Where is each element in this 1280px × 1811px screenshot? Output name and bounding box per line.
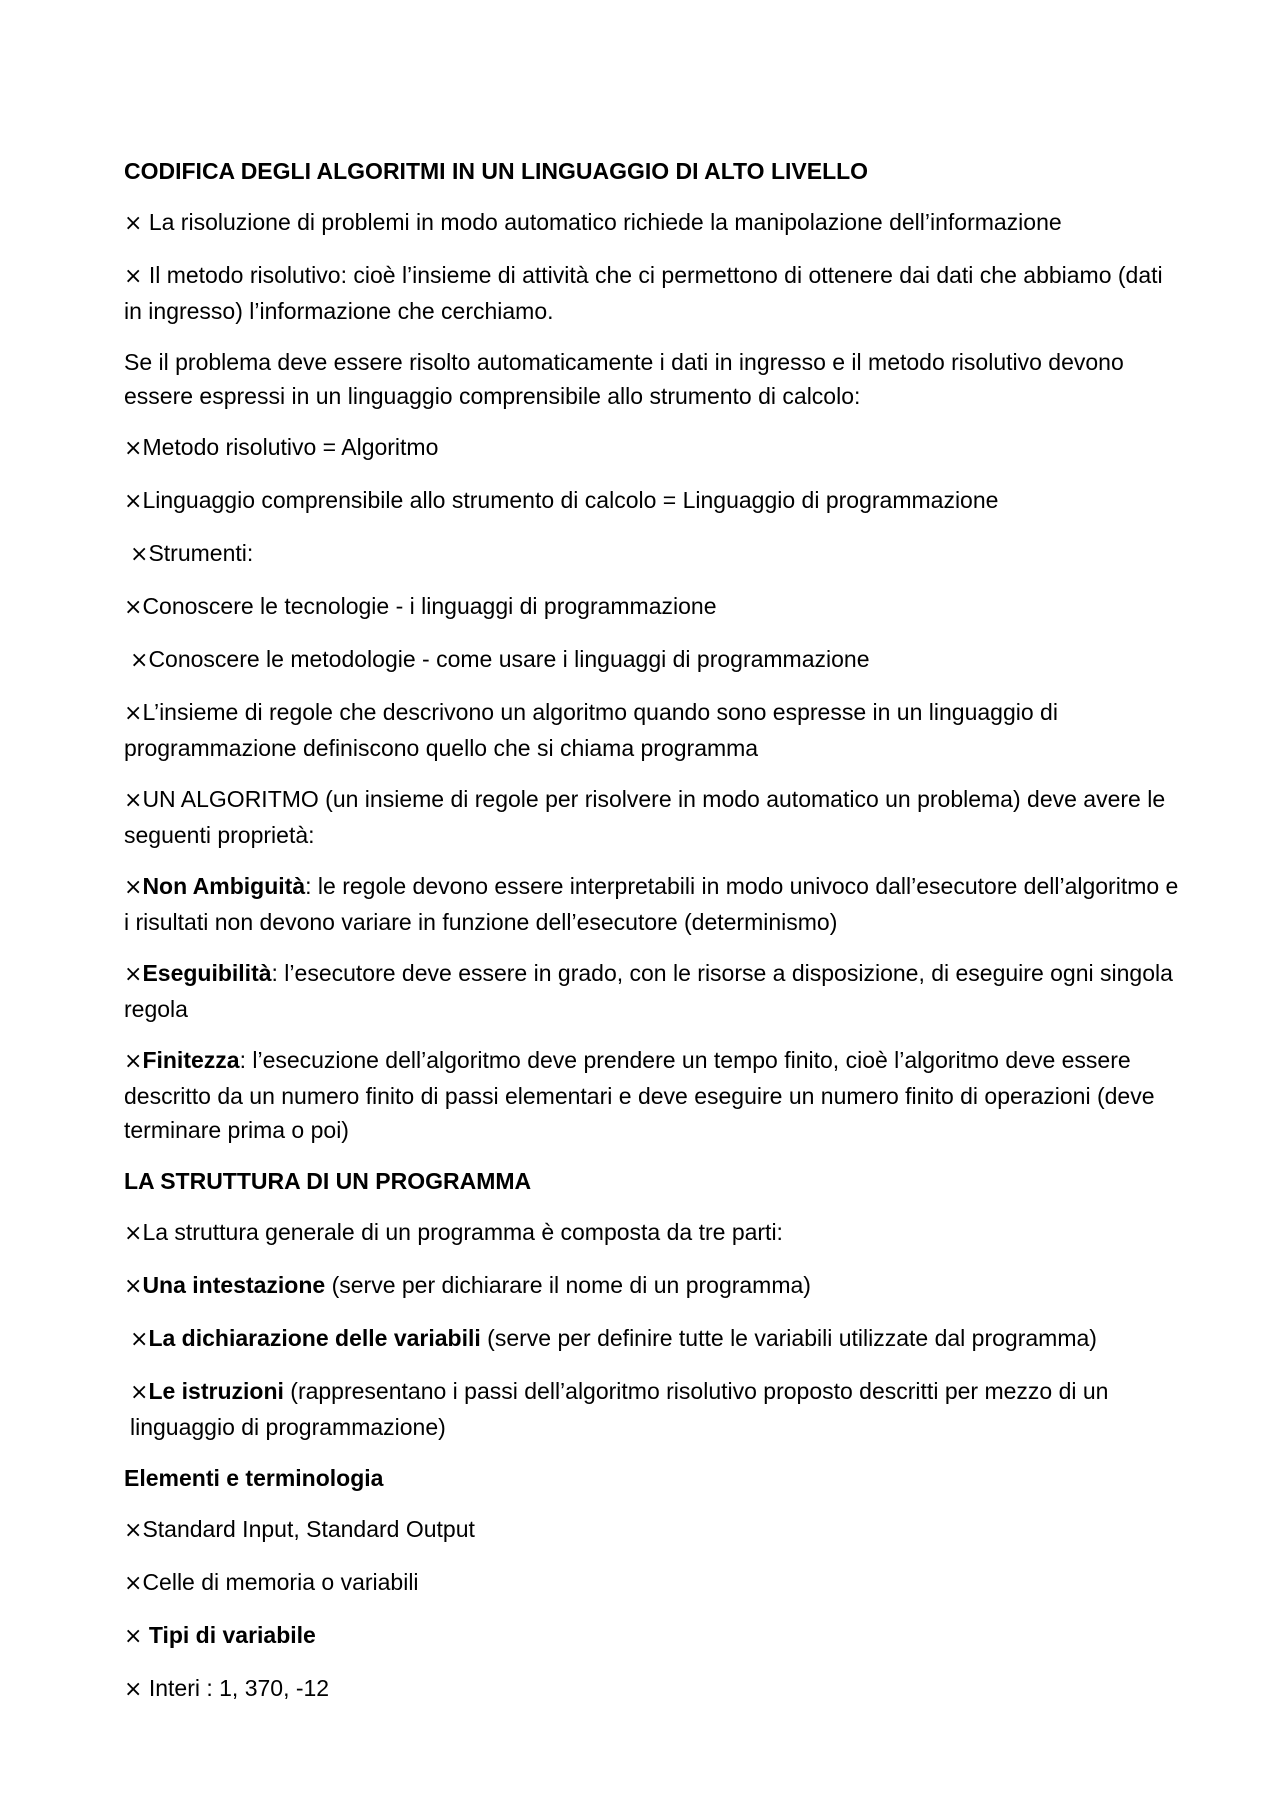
paragraph-text: La struttura generale di un programma è composta da tre parti: (142, 1219, 783, 1245)
paragraph-text: Conoscere le tecnologie - i linguaggi di programmazione (142, 593, 717, 619)
paragraph (124, 345, 1184, 413)
paragraph-text: Standard Input, Standard Output (142, 1516, 475, 1542)
cross-icon: × (124, 962, 143, 987)
paragraph (124, 695, 1184, 765)
term-bold: La dichiarazione delle variabili (148, 1325, 481, 1351)
paragraph-text: Se il problema deve essere risolto automaticamente i dati in ingresso e il metodo risolutivo devono essere espressi in un linguaggio comprensibile allo strumento di calcolo: (124, 349, 1124, 409)
cross-icon: × (130, 1327, 149, 1352)
cross-icon: × (130, 648, 149, 673)
paragraph (124, 483, 1184, 519)
cross-icon: × (124, 1571, 143, 1596)
section-heading: Elementi e terminologia (124, 1465, 384, 1491)
paragraph (124, 1374, 1184, 1444)
section-heading: LA STRUTTURA DI UN PROGRAMMA (124, 1168, 532, 1194)
paragraph (124, 956, 1184, 1026)
paragraph-text: Linguaggio comprensibile allo strumento di calcolo = Linguaggio di programmazione (142, 487, 999, 513)
document-page (124, 154, 1184, 1724)
cross-icon: × (130, 542, 149, 567)
cross-icon: × (124, 1221, 143, 1246)
paragraph-text: Metodo risolutivo = Algoritmo (142, 434, 439, 460)
paragraph (124, 1565, 1184, 1601)
paragraph (124, 1512, 1184, 1548)
cross-icon: × (124, 264, 143, 289)
paragraph (124, 536, 1184, 572)
cross-icon: × (124, 875, 143, 900)
cross-icon: × (124, 1677, 143, 1702)
paragraph (124, 258, 1184, 328)
paragraph-text: La risoluzione di problemi in modo automatico richiede la manipolazione dell’informazione (148, 209, 1062, 235)
paragraph (124, 1618, 1184, 1654)
paragraph (124, 642, 1184, 678)
cross-icon: × (130, 1380, 149, 1405)
cross-icon: × (124, 489, 143, 514)
term-bold: Una intestazione (142, 1272, 326, 1298)
cross-icon: × (124, 595, 143, 620)
cross-icon: × (124, 1049, 143, 1074)
paragraph-text: Interi : 1, 370, -12 (148, 1675, 330, 1701)
section-heading: CODIFICA DEGLI ALGORITMI IN UN LINGUAGGIO DI ALTO LIVELLO (124, 158, 869, 184)
cross-icon: × (124, 1274, 143, 1299)
paragraph-text: UN ALGORITMO (un insieme di regole per risolvere in modo automatico un problema) deve avere le seguenti proprietà: (124, 786, 1166, 848)
paragraph-text: Il metodo risolutivo: cioè l’insieme di attività che ci permettono di ottenere dai dati che abbiamo (dati in ingresso) l’informazione che cerchiamo. (124, 262, 1163, 324)
cross-icon: × (124, 701, 143, 726)
cross-icon: × (124, 1624, 143, 1649)
paragraph (124, 1321, 1184, 1357)
paragraph-text: Strumenti: (148, 540, 254, 566)
cross-icon: × (124, 211, 143, 236)
paragraph-text: (serve per dichiarare il nome di un programma) (325, 1272, 811, 1298)
paragraph-text: : l’esecutore deve essere in grado, con le risorse a disposizione, di eseguire ogni singola regola (124, 960, 1173, 1022)
paragraph-text: L’insieme di regole che descrivono un algoritmo quando sono espresse in un linguaggio di programmazione definiscono quello che si chiama programma (124, 699, 1058, 761)
term-bold: Finitezza (142, 1047, 240, 1073)
paragraph-text: Celle di memoria o variabili (142, 1569, 419, 1595)
paragraph (124, 1671, 1184, 1707)
paragraph (124, 1043, 1184, 1147)
cross-icon: × (124, 788, 143, 813)
paragraph (124, 1215, 1184, 1251)
paragraph (124, 782, 1184, 852)
paragraph-text: (serve per definire tutte le variabili utilizzate dal programma) (480, 1325, 1097, 1351)
paragraph-text: Conoscere le metodologie - come usare i linguaggi di programmazione (148, 646, 870, 672)
paragraph (124, 430, 1184, 466)
term-bold: Non Ambiguità (142, 873, 306, 899)
cross-icon: × (124, 436, 143, 461)
paragraph-text: : l’esecuzione dell’algoritmo deve prendere un tempo finito, cioè l’algoritmo deve essere descritto da un numero finito di passi elementari e deve eseguire un numero finito di operazioni (deve terminare prima o poi) (124, 1047, 1155, 1143)
paragraph (124, 205, 1184, 241)
paragraph-text: Tipi di variabile (148, 1622, 316, 1648)
paragraph (124, 1268, 1184, 1304)
paragraph (124, 589, 1184, 625)
term-bold: Eseguibilità (142, 960, 272, 986)
paragraph (124, 869, 1184, 939)
paragraph-text: : le regole devono essere interpretabili in modo univoco dall’esecutore dell’algoritmo e i risultati non devono variare in funzione dell’esecutore (determinismo) (124, 873, 1179, 935)
term-bold: Le istruzioni (148, 1378, 284, 1404)
cross-icon: × (124, 1518, 143, 1543)
paragraph-text: (rappresentano i passi dell’algoritmo risolutivo proposto descritti per mezzo di un linguaggio di programmazione) (130, 1378, 1109, 1440)
